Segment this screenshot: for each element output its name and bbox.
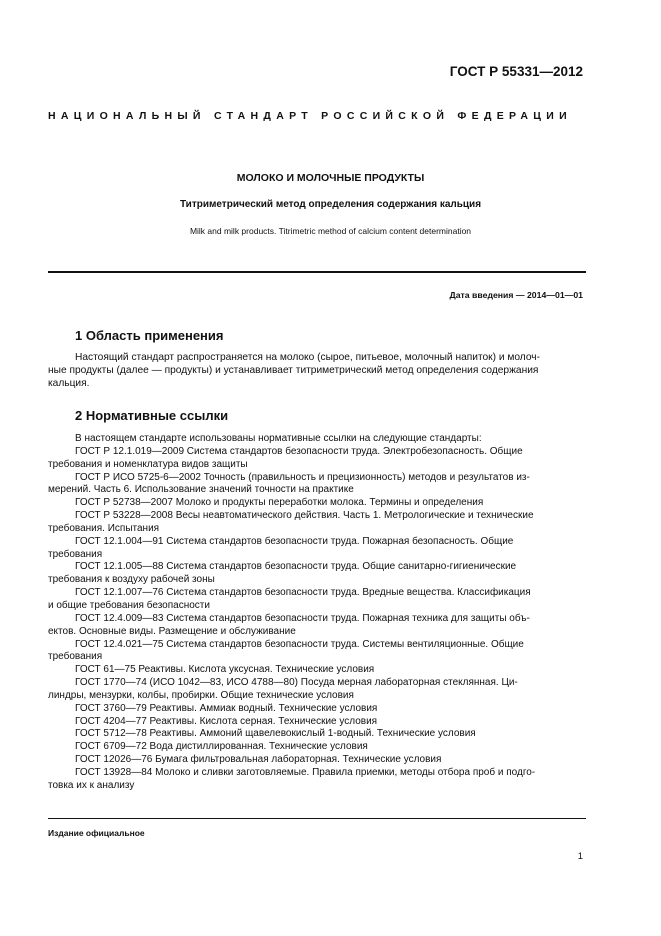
reference-line: ГОСТ 3760—79 Реактивы. Аммиак водный. Технические условия [75, 702, 378, 714]
section-1-text [48, 351, 584, 391]
paragraph-line: ные продукты (далее — продукты) и устанавливает титриметрический метод определения содержания [48, 365, 539, 377]
reference-line: линдры, мензурки, колбы, пробирки. Общие технические условия [48, 689, 354, 701]
reference-line: ГОСТ 12.1.005—88 Система стандартов безопасности труда. Общие санитарно-гигиенические [75, 561, 517, 573]
reference-line: В настоящем стандарте использованы нормативные ссылки на следующие стандарты: [75, 433, 482, 444]
paragraph-line: Настоящий стандарт распространяется на молоко (сырое, питьевое, молочный напиток) и молоч- [75, 352, 541, 363]
reference-line: ГОСТ 6709—72 Вода дистиллированная. Технические условия [75, 741, 368, 753]
section-1-heading: 1 Область применения [75, 328, 224, 343]
reference-line: ГОСТ Р ИСО 5725-6—2002 Точность (правильность и прецизионность) методов и результатов из- [75, 471, 530, 483]
reference-line: ГОСТ 12026—76 Бумага фильтровальная лабораторная. Технические условия [75, 754, 442, 766]
reference-line: требования. Испытания [48, 522, 160, 534]
reference-line: мерений. Часть 6. Использование значений точности на практике [48, 484, 354, 496]
national-standard-banner: НАЦИОНАЛЬНЫЙ СТАНДАРТ РОССИЙСКОЙ ФЕДЕРАЦИИ [48, 110, 572, 122]
reference-line: ГОСТ Р 52738—2007 Молоко и продукты переработки молока. Термины и определения [75, 497, 484, 509]
reference-line: ГОСТ 5712—78 Реактивы. Аммоний щавелевокислый 1-водный. Технические условия [75, 728, 476, 740]
reference-line: требования [48, 548, 103, 560]
document-number: ГОСТ Р 55331—2012 [449, 64, 583, 79]
reference-line: ГОСТ Р 53228—2008 Весы неавтоматического действия. Часть 1. Метрологические и технические [75, 510, 534, 522]
document-title-english: Milk and milk products. Titrimetric method of calcium content determination [189, 226, 472, 236]
page-number: 1 [577, 851, 583, 862]
normative-references-list [48, 433, 584, 793]
footer-divider [48, 818, 586, 819]
official-edition-label: Издание официальное [48, 828, 145, 838]
reference-line: ГОСТ 12.4.021—75 Система стандартов безопасности труда. Системы вентиляционные. Общие [75, 638, 524, 650]
reference-line: требования [48, 651, 103, 663]
reference-line: ГОСТ 4204—77 Реактивы. Кислота серная. Технические условия [75, 715, 378, 727]
paragraph-line: кальция. [48, 378, 90, 390]
reference-line: ГОСТ 12.1.004—91 Система стандартов безопасности труда. Пожарная безопасность. Общие [75, 535, 514, 547]
introduction-date: Дата введения — 2014—01—01 [449, 290, 583, 300]
reference-line: ГОСТ 1770—74 (ИСО 1042—83, ИСО 4788—80) Посуда мерная лабораторная стеклянная. Ци- [75, 677, 518, 689]
reference-line: ГОСТ Р 12.1.019—2009 Система стандартов безопасности труда. Электробезопасность. Общие [75, 445, 523, 457]
document-title: МОЛОКО И МОЛОЧНЫЕ ПРОДУКТЫ [236, 172, 425, 184]
title-divider [48, 271, 586, 273]
reference-line: требования к воздуху рабочей зоны [48, 574, 215, 586]
reference-line: товка их к анализу [48, 779, 135, 791]
reference-line: ГОСТ 61—75 Реактивы. Кислота уксусная. Технические условия [75, 664, 375, 676]
reference-line: ГОСТ 12.4.009—83 Система стандартов безопасности труда. Пожарная техника для защиты объ- [75, 612, 530, 624]
reference-line: и общие требования безопасности [48, 599, 210, 611]
section-2-heading: 2 Нормативные ссылки [75, 408, 229, 423]
reference-line: ектов. Основные виды. Размещение и обслуживание [48, 625, 296, 637]
reference-line: ГОСТ 12.1.007—76 Система стандартов безопасности труда. Вредные вещества. Классификация [75, 587, 531, 599]
reference-line: ГОСТ 13928—84 Молоко и сливки заготовляемые. Правила приемки, методы отбора проб и подго- [75, 766, 536, 778]
document-subtitle: Титриметрический метод определения содержания кальция [179, 199, 482, 210]
reference-line: требования и номенклатура видов защиты [48, 458, 248, 470]
